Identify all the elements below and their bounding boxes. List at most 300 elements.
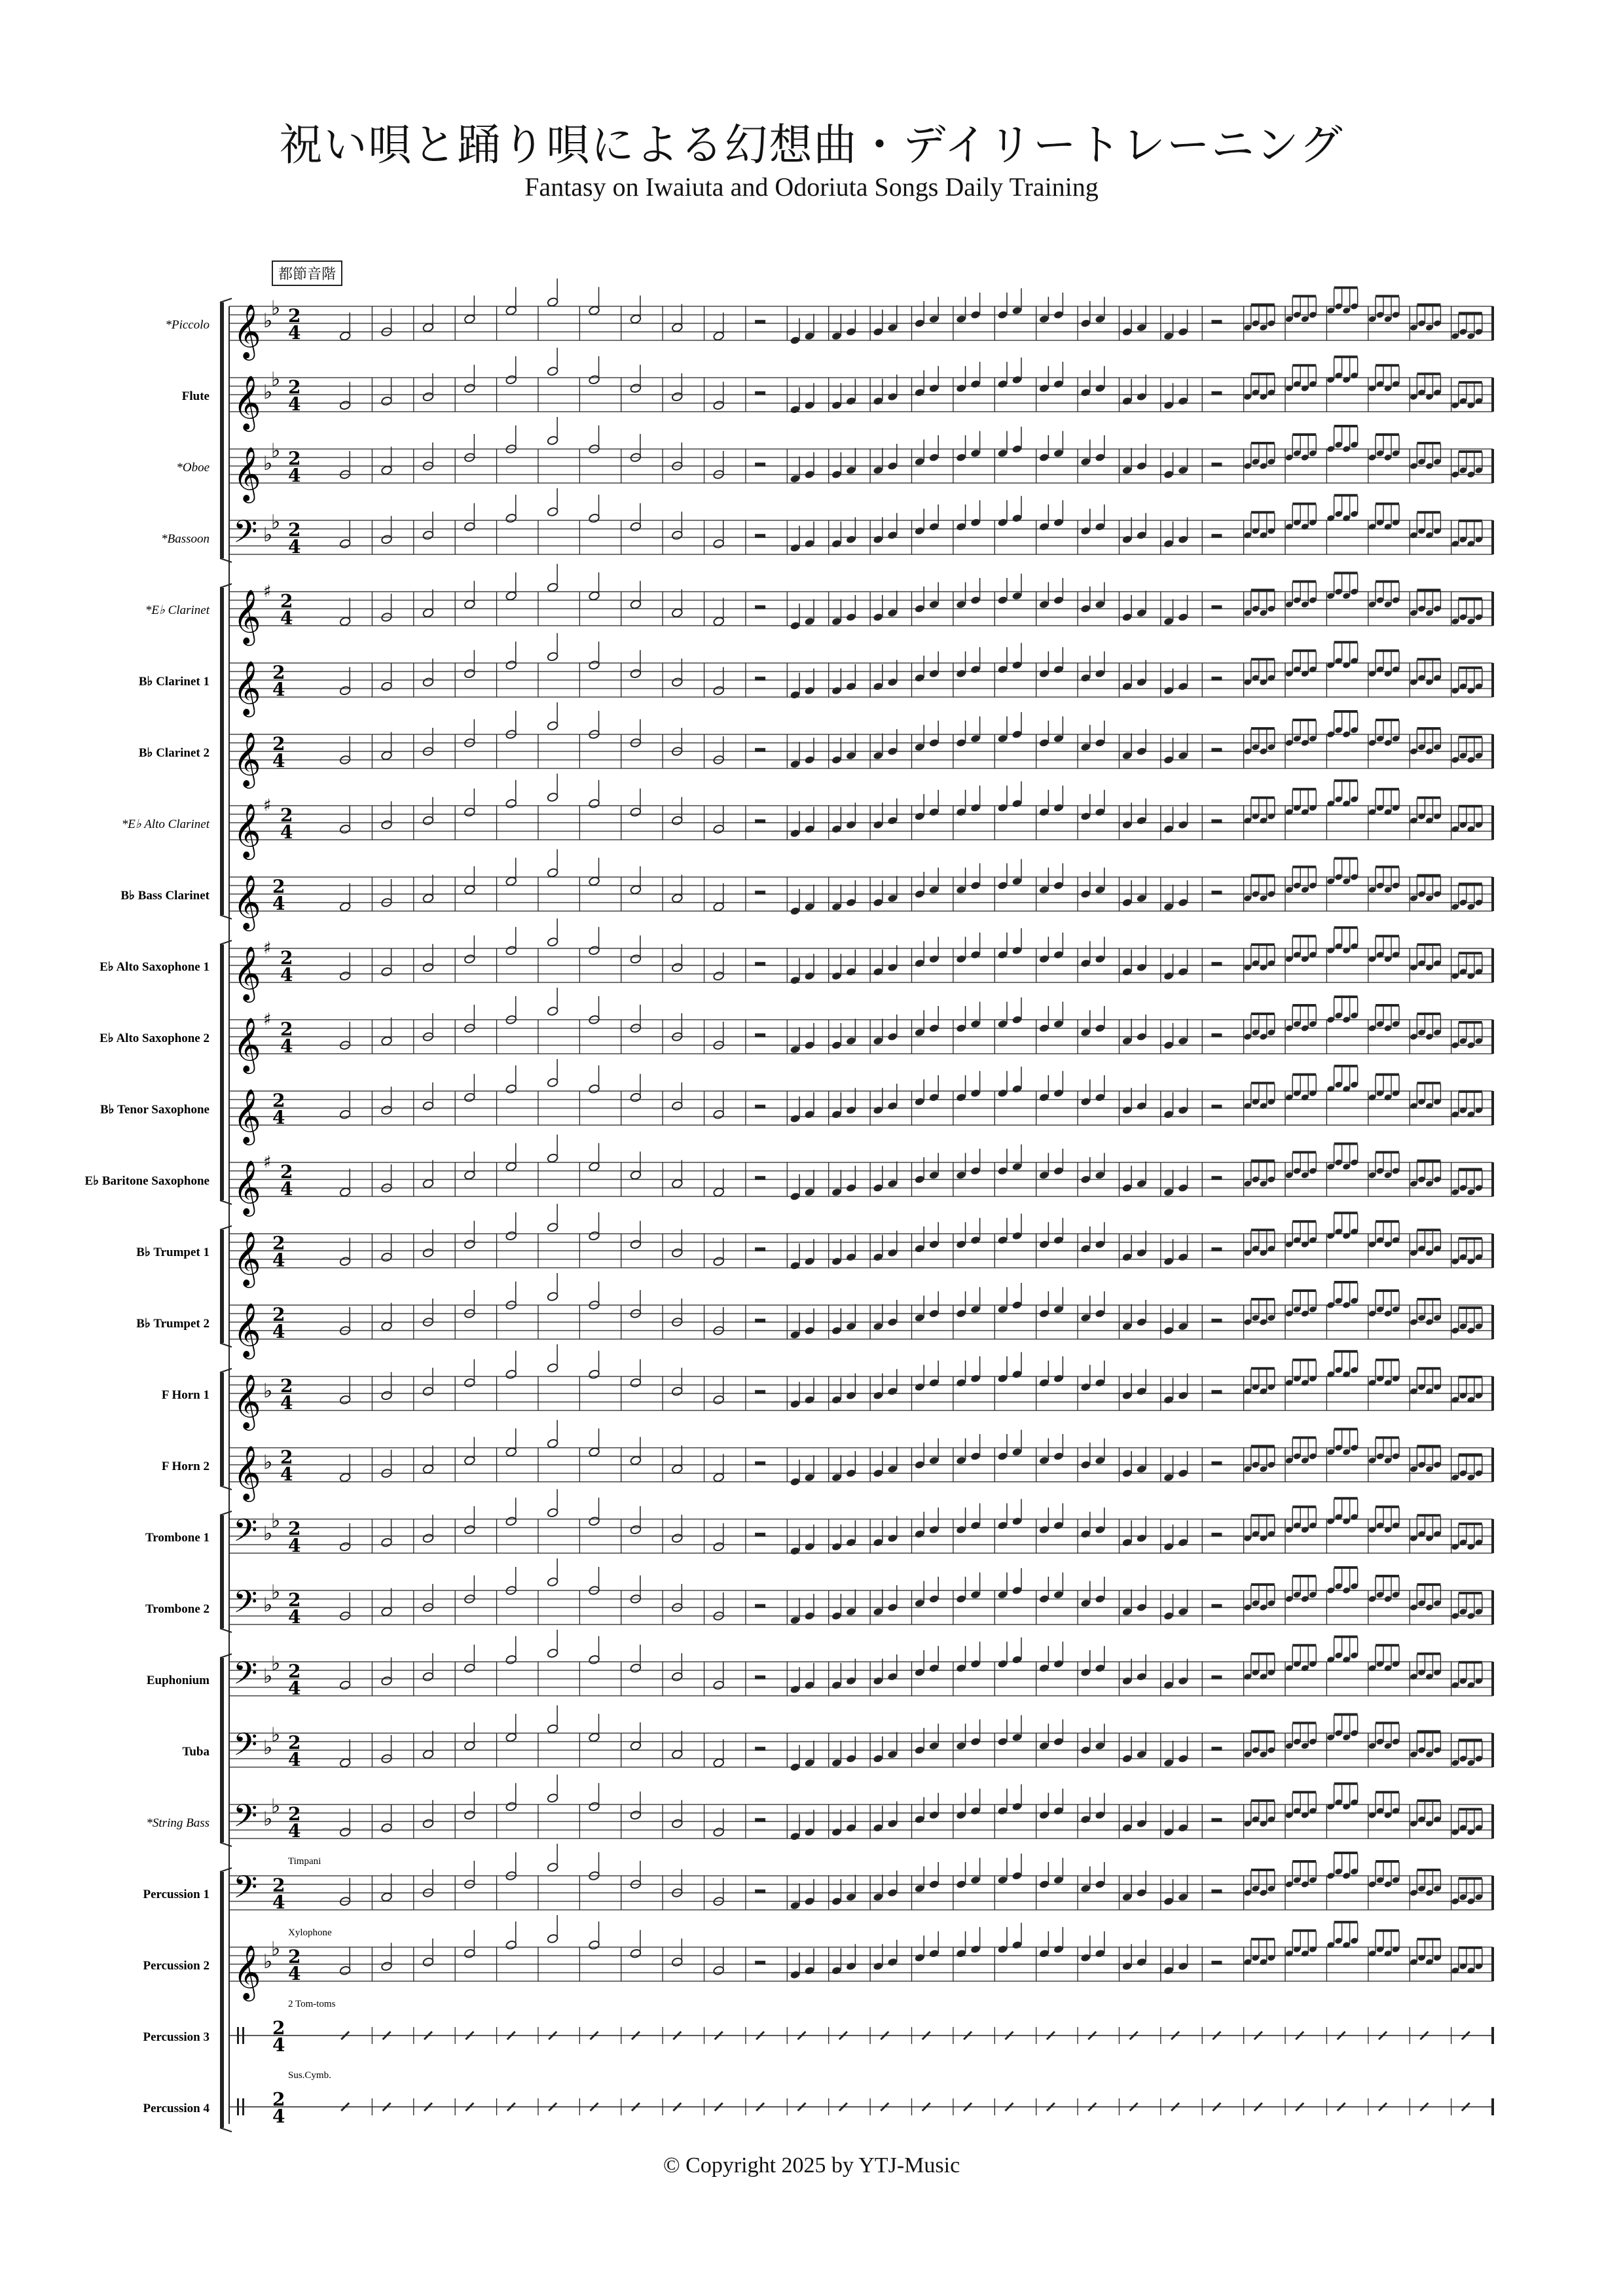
time-signature-top: 2 (288, 1732, 301, 1753)
note-beam (1334, 1281, 1358, 1283)
staff-19 (147, 1630, 1493, 1699)
staff-0 (165, 279, 1493, 361)
note-beam (1292, 433, 1316, 436)
staff-15 (162, 1344, 1493, 1431)
instrument-name: Percussion 2 (143, 1959, 210, 1973)
percussion-clef-icon (237, 2098, 239, 2115)
note-beam (1376, 719, 1399, 721)
bass-clef-icon: 𝄢 (233, 1869, 258, 1913)
flat-icon: ♭ (271, 368, 281, 391)
instrument-name: B♭ Tenor Saxophone (100, 1103, 210, 1117)
whole-rest (755, 1033, 765, 1037)
note-beam (1292, 788, 1316, 791)
note-beam (1459, 1946, 1482, 1949)
note-beam (1334, 1065, 1358, 1067)
instrument-name: Percussion 1 (143, 1888, 210, 1901)
note-beam (1292, 1437, 1316, 1439)
staff-13 (136, 1204, 1493, 1288)
instrument-name: B♭ Clarinet 1 (138, 675, 210, 689)
note-beam (1417, 1583, 1440, 1586)
whole-rest (1211, 320, 1222, 324)
treble-clef-icon: 𝄞 (233, 945, 261, 1000)
note-beam (1459, 312, 1482, 315)
note-beam (1334, 641, 1358, 643)
time-signature-bottom: 4 (288, 1535, 301, 1556)
note-beam (1334, 710, 1358, 713)
note-beam (1292, 1151, 1316, 1154)
note-beam (1417, 1869, 1440, 1871)
whole-rest (755, 391, 765, 395)
whole-rest (755, 1604, 765, 1608)
whole-rest (755, 1747, 765, 1751)
note-beam (1417, 511, 1440, 514)
note-beam (1459, 883, 1482, 886)
instrument-name: B♭ Trumpet 1 (136, 1246, 210, 1259)
note-beam (1334, 494, 1358, 497)
whole-rest (1211, 962, 1222, 966)
note-beam (1417, 1013, 1440, 1015)
note-beam (1251, 1367, 1275, 1370)
time-signature-top: 2 (288, 305, 301, 327)
instrument-name: *Oboe (176, 461, 210, 475)
whole-rest (1211, 1033, 1222, 1037)
note-beam (1334, 1428, 1358, 1431)
note-beam (1417, 658, 1440, 660)
note-beam (1376, 1220, 1399, 1223)
note-beam (1251, 1445, 1275, 1448)
whole-rest (755, 1176, 765, 1180)
staff-21 (146, 1774, 1493, 1842)
whole-rest (755, 463, 765, 467)
flat-icon: ♭ (271, 439, 281, 463)
note-beam (1251, 797, 1275, 799)
note-beam (1376, 1004, 1399, 1007)
time-signature-top: 2 (288, 1803, 301, 1825)
note-beam (1417, 1229, 1440, 1231)
section-bracket (220, 302, 224, 558)
time-signature-top: 2 (272, 2017, 285, 2039)
note-beam (1292, 866, 1316, 869)
note-beam (1417, 797, 1440, 799)
note-beam (1376, 1722, 1399, 1725)
time-signature-top: 2 (272, 2089, 285, 2110)
note-beam (1292, 1575, 1316, 1577)
staff-8 (120, 850, 1493, 932)
note-beam (1459, 1306, 1482, 1309)
note-beam (1459, 1592, 1482, 1594)
flat-icon: ♭ (263, 524, 273, 547)
note-beam (1376, 1437, 1399, 1439)
note-beam (1417, 727, 1440, 730)
note-beam (1376, 1359, 1399, 1361)
bass-clef-icon: 𝄢 (233, 1655, 258, 1699)
note-beam (1417, 874, 1440, 877)
note-beam (1459, 1877, 1482, 1880)
time-signature-bottom: 4 (272, 893, 285, 914)
section-bracket (220, 1230, 224, 1343)
percussion-label: 2 Tom-toms (288, 1999, 336, 2009)
staff-17 (145, 1489, 1493, 1556)
note-beam (1376, 649, 1399, 652)
note-beam (1292, 1929, 1316, 1932)
time-signature-bottom: 4 (288, 322, 301, 344)
percussion-label: Sus.Cymb. (288, 2070, 331, 2081)
staff-5 (139, 633, 1493, 717)
note-beam (1376, 1575, 1399, 1577)
note-beam (1376, 935, 1399, 937)
whole-rest (755, 1890, 765, 1893)
whole-rest (755, 1818, 765, 1822)
time-signature-top: 2 (288, 1589, 301, 1611)
note-beam (1292, 935, 1316, 937)
time-signature-top: 2 (280, 1375, 293, 1397)
treble-clef-icon: 𝄞 (233, 660, 261, 715)
treble-clef-icon: 𝄞 (233, 1444, 261, 1499)
sharp-icon: ♯ (263, 939, 272, 958)
instrument-name: *E♭ Clarinet (145, 603, 210, 617)
note-beam (1417, 372, 1440, 375)
whole-rest (755, 1676, 765, 1679)
note-beam (1459, 598, 1482, 600)
copyright-notice: © Copyright 2025 by YTJ-Music (663, 2153, 960, 2178)
instrument-name: B♭ Bass Clarinet (120, 889, 210, 903)
instrument-name: F Horn 2 (161, 1460, 210, 1473)
section-bracket (220, 1658, 224, 1842)
whole-rest (1211, 1390, 1222, 1394)
whole-rest (1211, 1319, 1222, 1323)
note-beam (1376, 1289, 1399, 1292)
staff-2 (176, 417, 1493, 503)
treble-clef-icon: 𝄞 (233, 802, 261, 857)
time-signature-bottom: 4 (272, 1321, 285, 1342)
note-beam (1459, 666, 1482, 669)
note-beam (1334, 1713, 1358, 1716)
time-signature-bottom: 4 (280, 607, 293, 629)
whole-rest (1211, 391, 1222, 395)
treble-clef-icon: 𝄞 (233, 1230, 261, 1285)
whole-rest (755, 534, 765, 538)
flat-icon: ♭ (271, 511, 281, 534)
note-beam (1459, 952, 1482, 954)
note-beam (1334, 1211, 1358, 1214)
note-beam (1376, 1073, 1399, 1076)
flat-icon: ♭ (263, 452, 273, 475)
note-beam (1334, 1852, 1358, 1854)
note-beam (1251, 874, 1275, 877)
note-beam (1251, 304, 1275, 306)
note-beam (1251, 1514, 1275, 1516)
bass-clef-icon: 𝄢 (233, 1512, 258, 1556)
note-beam (1292, 1860, 1316, 1863)
whole-rest (755, 891, 765, 895)
note-beam (1459, 736, 1482, 738)
note-beam (1292, 649, 1316, 652)
instrument-name: B♭ Trumpet 2 (136, 1317, 210, 1331)
instrument-name: *E♭ Alto Clarinet (121, 817, 210, 831)
time-signature-top: 2 (280, 1161, 293, 1183)
staff-20 (182, 1706, 1493, 1772)
treble-clef-icon: 𝄞 (233, 1373, 261, 1428)
note-beam (1334, 355, 1358, 358)
note-beam (1459, 1454, 1482, 1456)
section-bracket (220, 1372, 224, 1486)
note-beam (1251, 442, 1275, 444)
time-signature-top: 2 (280, 804, 293, 826)
whole-rest (1211, 1105, 1222, 1109)
note-beam (1417, 1082, 1440, 1085)
section-bracket (220, 1515, 224, 1628)
whole-rest (755, 1961, 765, 1965)
instrument-name: E♭ Alto Saxophone 1 (100, 960, 210, 974)
note-beam (1459, 520, 1482, 522)
note-beam (1376, 1929, 1399, 1932)
flat-icon: ♭ (271, 1581, 281, 1604)
instrument-name: *Piccolo (165, 318, 210, 332)
time-signature-bottom: 4 (272, 750, 285, 772)
note-beam (1376, 295, 1399, 298)
time-signature-bottom: 4 (288, 1963, 301, 1984)
note-beam (1292, 1644, 1316, 1647)
note-beam (1334, 996, 1358, 998)
treble-clef-icon: 𝄞 (233, 1088, 261, 1143)
flat-icon: ♭ (263, 1522, 273, 1545)
treble-clef-icon: 𝄞 (233, 303, 261, 358)
whole-rest (1211, 605, 1222, 609)
instrument-name: E♭ Alto Saxophone 2 (100, 1031, 210, 1045)
time-signature-top: 2 (272, 1090, 285, 1111)
note-beam (1251, 1160, 1275, 1162)
treble-clef-icon: 𝄞 (233, 1302, 261, 1357)
whole-rest (1211, 891, 1222, 895)
note-beam (1459, 1661, 1482, 1664)
time-signature-top: 2 (280, 1018, 293, 1040)
percussion-label: Xylophone (288, 1928, 332, 1938)
note-beam (1459, 1739, 1482, 1742)
note-beam (1292, 1505, 1316, 1508)
staff-14 (136, 1273, 1493, 1359)
time-signature-bottom: 4 (272, 2106, 285, 2127)
note-beam (1251, 1869, 1275, 1871)
time-signature-top: 2 (272, 733, 285, 755)
note-beam (1376, 364, 1399, 367)
time-signature-bottom: 4 (280, 1035, 293, 1057)
whole-rest (1211, 677, 1222, 681)
flat-icon: ♭ (263, 1451, 273, 1474)
flat-icon: ♭ (263, 1808, 273, 1831)
section-bracket (220, 944, 224, 1200)
note-beam (1459, 1090, 1482, 1093)
staff-1 (182, 348, 1493, 432)
note-beam (1376, 503, 1399, 505)
note-beam (1376, 1791, 1399, 1793)
flat-icon: ♭ (271, 1937, 281, 1961)
note-beam (1417, 1298, 1440, 1300)
flat-icon: ♭ (263, 1665, 273, 1688)
note-beam (1334, 572, 1358, 575)
flat-icon: ♭ (271, 296, 281, 320)
sharp-icon: ♯ (263, 1010, 272, 1030)
staff-24 (143, 1999, 1493, 2056)
note-beam (1417, 1160, 1440, 1162)
time-signature-top: 2 (280, 1446, 293, 1468)
whole-rest (1211, 463, 1222, 467)
note-beam (1334, 1782, 1358, 1785)
whole-rest (1211, 1676, 1222, 1679)
time-signature-bottom: 4 (288, 1677, 301, 1699)
note-beam (1292, 1004, 1316, 1007)
note-beam (1292, 295, 1316, 298)
note-beam (1292, 1289, 1316, 1292)
note-beam (1417, 304, 1440, 306)
time-signature-top: 2 (272, 876, 285, 897)
note-beam (1417, 1445, 1440, 1448)
bass-clef-icon: 𝄢 (233, 1583, 258, 1628)
score-title: 祝い唄と踊り唄による幻想曲・デイリートレーニング (279, 120, 1344, 170)
percussion-label: Timpani (288, 1856, 321, 1867)
whole-rest (1211, 1890, 1222, 1893)
note-beam (1417, 1799, 1440, 1802)
whole-rest (1211, 748, 1222, 752)
whole-rest (755, 1105, 765, 1109)
whole-rest (755, 748, 765, 752)
whole-rest (755, 605, 765, 609)
treble-clef-icon: 𝄞 (233, 446, 261, 501)
whole-rest (755, 1247, 765, 1251)
note-beam (1459, 450, 1482, 453)
flat-icon: ♭ (263, 1380, 273, 1403)
treble-clef-icon: 𝄞 (233, 1159, 261, 1214)
note-beam (1334, 1566, 1358, 1569)
staff-7 (122, 774, 1493, 860)
time-signature-bottom: 4 (280, 1178, 293, 1200)
time-signature-top: 2 (288, 376, 301, 398)
note-beam (1251, 372, 1275, 375)
flat-icon: ♭ (263, 310, 273, 332)
note-beam (1292, 581, 1316, 583)
note-beam (1459, 381, 1482, 384)
treble-clef-icon: 𝄞 (233, 374, 261, 429)
whole-rest (1211, 1247, 1222, 1251)
note-beam (1292, 1791, 1316, 1793)
time-signature-bottom: 4 (272, 1249, 285, 1271)
flat-icon: ♭ (271, 1509, 281, 1533)
note-beam (1251, 1938, 1275, 1941)
flat-icon: ♭ (263, 1594, 273, 1617)
time-signature-top: 2 (288, 448, 301, 469)
staff-3 (161, 488, 1493, 558)
note-beam (1251, 1583, 1275, 1586)
time-signature-bottom: 4 (280, 1463, 293, 1485)
whole-rest (755, 1390, 765, 1394)
note-beam (1251, 943, 1275, 946)
note-beam (1376, 1151, 1399, 1154)
note-beam (1251, 511, 1275, 514)
note-beam (1334, 1636, 1358, 1638)
time-signature-top: 2 (272, 1304, 285, 1325)
staff-11 (100, 1059, 1493, 1145)
treble-clef-icon: 𝄞 (233, 874, 261, 929)
time-signature-bottom: 4 (280, 821, 293, 843)
whole-rest (1211, 819, 1222, 823)
note-beam (1292, 1359, 1316, 1361)
time-signature-top: 2 (288, 519, 301, 541)
bass-clef-icon: 𝄢 (233, 513, 258, 558)
treble-clef-icon: 𝄞 (233, 588, 261, 643)
flat-icon: ♭ (263, 1950, 273, 1973)
instrument-name: Trombone 1 (145, 1531, 210, 1545)
time-signature-bottom: 4 (288, 1820, 301, 1842)
whole-rest (755, 819, 765, 823)
whole-rest (1211, 534, 1222, 538)
percussion-clef-icon (237, 2027, 239, 2044)
time-signature-top: 2 (288, 1946, 301, 1967)
note-beam (1376, 433, 1399, 436)
instrument-name: Euphonium (146, 1674, 210, 1687)
time-signature-top: 2 (280, 590, 293, 612)
instrument-name: E♭ Baritone Saxophone (84, 1174, 210, 1188)
time-signature-bottom: 4 (288, 1606, 301, 1628)
note-beam (1251, 1082, 1275, 1085)
staff-16 (162, 1420, 1493, 1503)
time-signature-top: 2 (272, 662, 285, 683)
whole-rest (1211, 1818, 1222, 1822)
rehearsal-mark: 都節音階 (272, 260, 342, 286)
time-signature-bottom: 4 (288, 393, 301, 415)
time-signature-bottom: 4 (280, 964, 293, 986)
sharp-icon: ♯ (263, 582, 272, 601)
note-beam (1251, 1229, 1275, 1231)
flat-icon: ♭ (271, 1652, 281, 1676)
section-bracket (220, 1872, 224, 2128)
instrument-name: Trombone 2 (145, 1602, 210, 1616)
note-beam (1417, 589, 1440, 592)
note-beam (1334, 1497, 1358, 1499)
note-beam (1292, 1220, 1316, 1223)
time-signature-bottom: 4 (288, 465, 301, 486)
note-beam (1459, 1237, 1482, 1240)
whole-rest (755, 1462, 765, 1465)
time-signature-bottom: 4 (272, 679, 285, 700)
note-beam (1292, 1722, 1316, 1725)
note-beam (1334, 926, 1358, 929)
whole-rest (755, 1533, 765, 1537)
time-signature-top: 2 (288, 1660, 301, 1682)
time-signature-top: 2 (288, 1518, 301, 1539)
whole-rest (755, 320, 765, 324)
note-beam (1376, 1644, 1399, 1647)
whole-rest (1211, 1462, 1222, 1465)
staff-4 (145, 564, 1493, 647)
note-beam (1251, 1653, 1275, 1655)
note-beam (1459, 1021, 1482, 1024)
instrument-name: Flute (181, 389, 210, 403)
treble-clef-icon: 𝄞 (233, 1016, 261, 1071)
note-beam (1292, 1073, 1316, 1076)
instrument-name: Tuba (182, 1745, 210, 1759)
instrument-name: *Bassoon (161, 532, 210, 546)
note-beam (1417, 1731, 1440, 1733)
note-beam (1334, 857, 1358, 860)
whole-rest (1211, 1747, 1222, 1751)
time-signature-top: 2 (280, 947, 293, 969)
time-signature-bottom: 4 (280, 1392, 293, 1414)
whole-rest (1211, 1961, 1222, 1965)
note-beam (1459, 1168, 1482, 1171)
note-beam (1334, 1350, 1358, 1353)
staff-9 (100, 918, 1493, 1003)
note-beam (1334, 780, 1358, 782)
time-signature-bottom: 4 (272, 2034, 285, 2056)
